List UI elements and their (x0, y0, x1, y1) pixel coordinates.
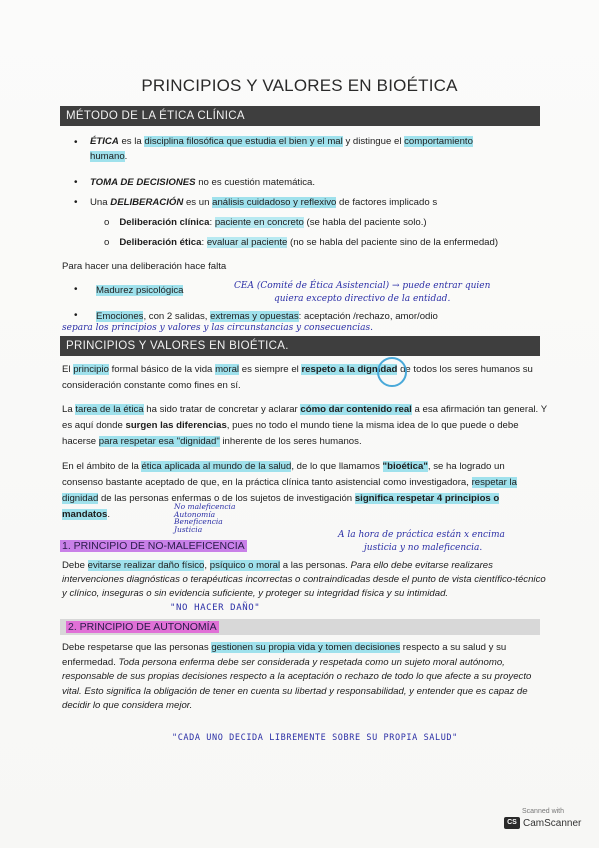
deliberation-requirements: Para hacer una deliberación hace falta (62, 261, 227, 272)
hand-drawn-circle (377, 357, 407, 387)
handwritten-note-cea-2: quiera excepto directivo de la entidad. (274, 294, 451, 304)
section-heading-metodo: MÉTODO DE LA ÉTICA CLÍNICA (60, 106, 540, 126)
bullet-madurez: Madurez psicológica (96, 285, 184, 296)
camscanner-name: CamScanner (523, 817, 582, 829)
bullet-toma-decisiones: TOMA DE DECISIONES no es cuestión matemática. (90, 177, 315, 188)
page-title: PRINCIPIOS Y VALORES EN BIOÉTICA (141, 76, 458, 95)
handwritten-note-cea: CEA (Comité de Ética Asistencial) → puede entrar quien (234, 281, 491, 291)
bullet-etica: ÉTICA es la disciplina filosófica que estudia el bien y el mal y distingue el comportamiento humano. (90, 136, 473, 162)
sub-bullet-clinica: o Deliberación clínica: paciente en concreto (se habla del paciente solo.) (104, 217, 427, 228)
paragraph-autonomia: Debe respetarse que las personas gestionen su propia vida y tomen decisiones respecto a su salud y su enfermedad. Toda persona enferma debe ser considerada y respetada como un sujeto moral autónomo, responsable de sus propias decisiones respecto a la aceptación o rechazo de todo lo que afecte a su proyecto vital. Esto significa la obligación de tener en cuenta su libertad y responsabilidad, y entender que es capaz de decidir lo que considera mejor. (62, 642, 532, 711)
principle-2-heading: 2. PRINCIPIO DE AUTONOMÍA (60, 619, 540, 635)
bullet-dot: • (74, 177, 78, 188)
sub-bullet-etica: o Deliberación ética: evaluar al paciente (no se habla del paciente sino de la enfermedad) (104, 237, 499, 248)
camscanner-logo-icon: CS (504, 817, 520, 829)
bullet-dot: • (74, 284, 78, 295)
scanned-with-label: Scanned with (521, 808, 565, 815)
paragraph-principio-formal: El principio formal básico de la vida moral es siempre el respeto a la dignidad de todos los seres humanos su consideración constante como fines en sí. (62, 364, 533, 391)
handwritten-no-hacer-dano: "NO HACER DAÑO" (170, 603, 261, 613)
bullet-dot: • (74, 310, 78, 321)
paragraph-no-maleficencia: Debe evitarse realizar daño físico, psíquico o moral a las personas. Para ello debe evitarse realizares intervenciones diagnósticas o terapéuticas incorrectas o contraindicadas desde el punto de vista científico-técnico y clínico, inseguras o sin evidencia suficiente, y proteger su integridad física y su intimidad. (62, 560, 546, 599)
paragraph-bioetica: En el ámbito de la ética aplicada al mundo de la salud, de lo que llamamos "bioética", se ha logrado un consenso bastante aceptado de que, en la práctica clínica tanto asistencial como investigadora, respetar la dignidad de las personas enfermas o de los sujetos de investigación significa respetar 4 principios o mandatos. (62, 461, 517, 520)
bullet-deliberacion: Una DELIBERACIÓN es un análisis cuidadoso y reflexivo de factores implicado s (90, 197, 438, 208)
handwritten-note-practica-2: justicia y no maleficencia. (364, 543, 483, 553)
handwritten-note-separa: separa los principios y valores y las circunstancias y consecuencias. (62, 323, 373, 333)
bullet-dot: • (74, 197, 78, 208)
paragraph-tarea-etica: La tarea de la ética ha sido tratar de concretar y aclarar cómo dar contenido real a esa afirmación tan general. Y es aquí donde surgen las diferencias, pues no todo el mundo tiene la misma idea de lo que puede o debe hacerse para respetar esa "dignidad" inherente de los seres humanos. (62, 404, 547, 447)
handwritten-principles-list: No maleficencia Autonomía Beneficencia Justicia (174, 502, 236, 534)
handwritten-note-practica: A la hora de práctica están x encima (338, 530, 505, 540)
handwritten-cada-uno-decida: "CADA UNO DECIDA LIBREMENTE SOBRE SU PROPIA SALUD" (172, 733, 458, 743)
bullet-emociones: Emociones, con 2 salidas, extremas y opuestas: aceptación /rechazo, amor/odio (96, 311, 438, 322)
section-heading-principios: PRINCIPIOS Y VALORES EN BIOÉTICA. (60, 336, 540, 356)
camscanner-badge (504, 808, 582, 838)
bullet-dot: • (74, 137, 78, 148)
principle-1-heading: 1. PRINCIPIO DE NO-MALEFICENCIA (62, 540, 245, 552)
